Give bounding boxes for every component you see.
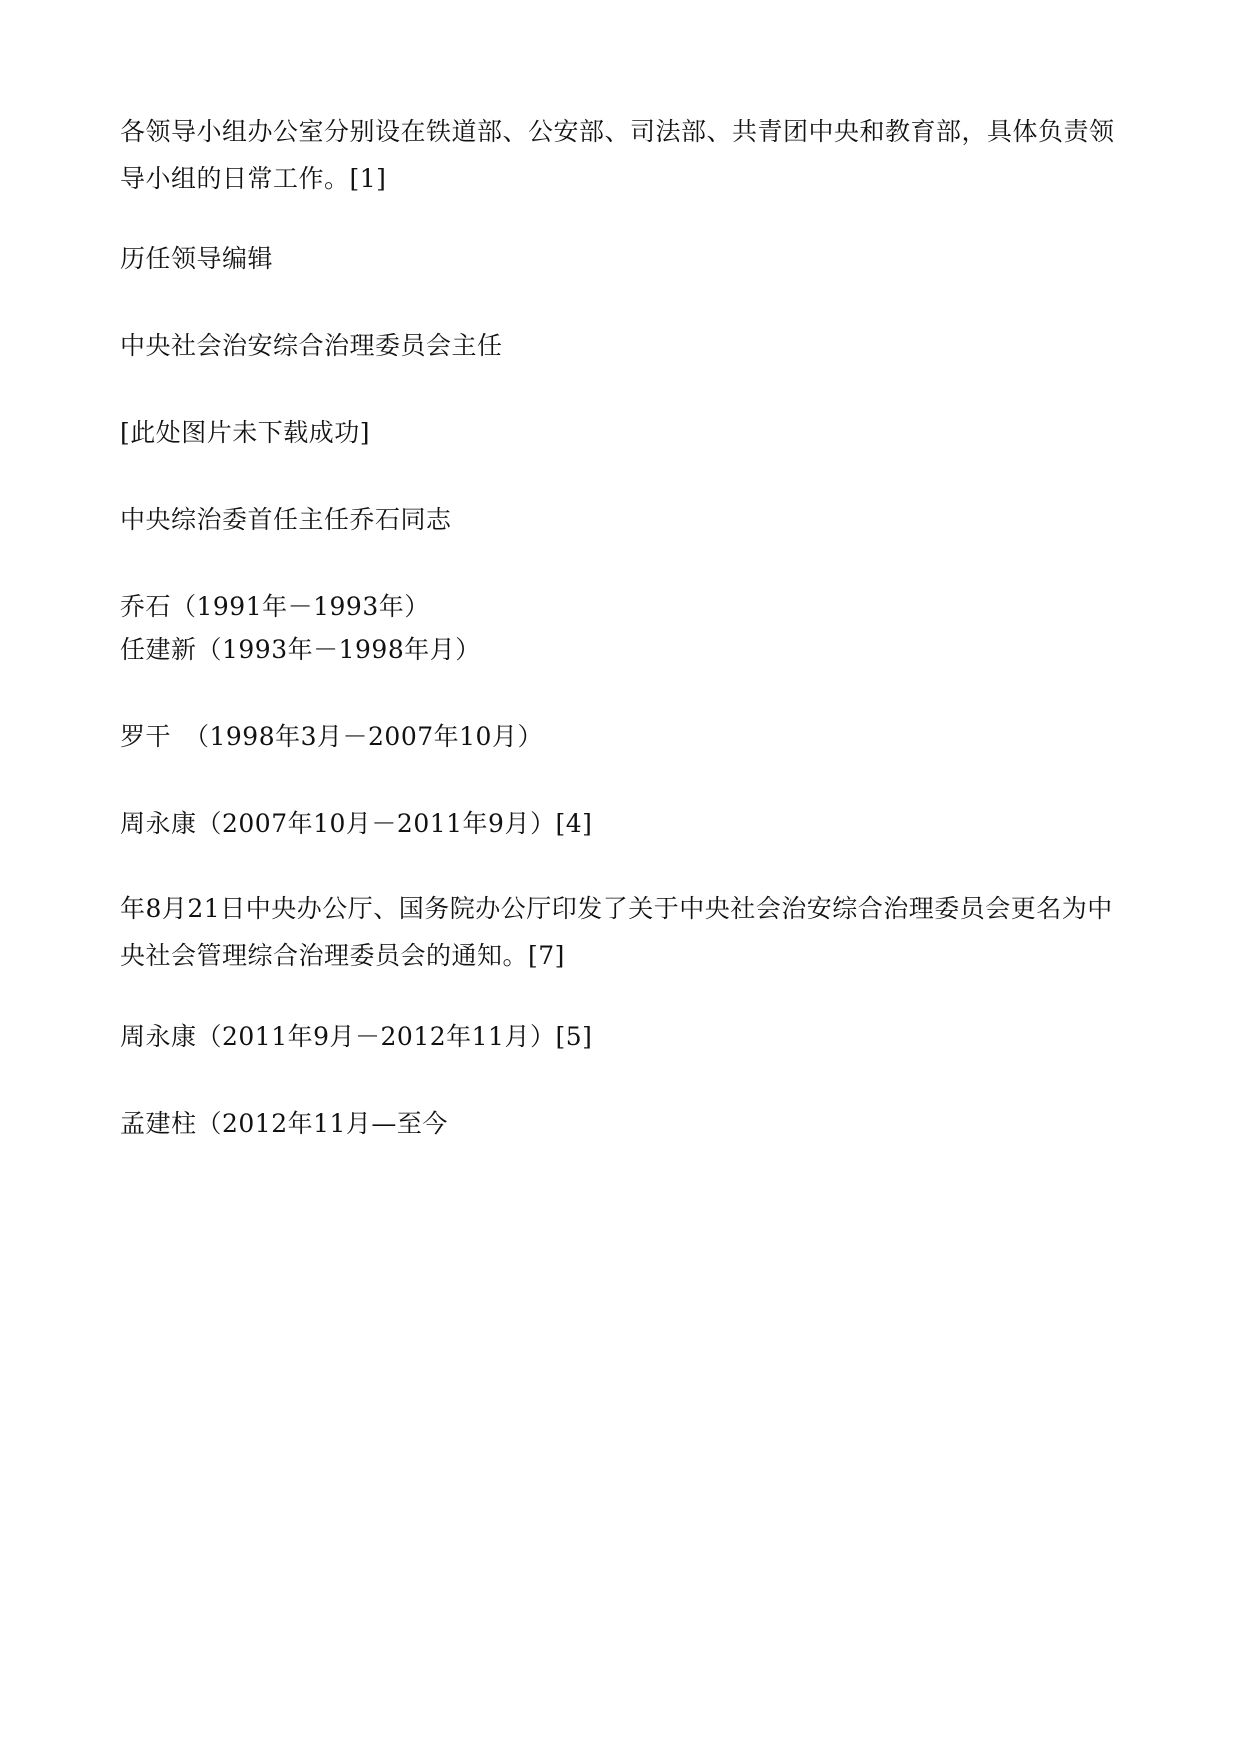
image-caption: 中央综治委首任主任乔石同志 [120,505,452,534]
leader-entry: 乔石（1991年－1993年） [120,592,430,621]
paragraph-rename-notice: 年8月21日中央办公厅、国务院办公厅印发了关于中央社会治安综合治理委员会更名为中央社会管理综合治理委员会的通知。[7] [120,894,1113,970]
leader-entry: 任建新（1993年－1998年月） [120,635,481,664]
leader-entry: 孟建柱（2012年11月—至今 [120,1109,448,1138]
paragraph-office-locations: 各领导小组办公室分别设在铁道部、公安部、司法部、共青团中央和教育部，具体负责领导小组的日常工作。[1] [120,117,1115,193]
leader-entry: 罗干 （1998年3月－2007年10月） [120,722,543,751]
leader-entry: 周永康（2007年10月－2011年9月）[4] [120,809,593,838]
section-heading-past-leaders: 历任领导编辑 [120,244,274,273]
leader-entry: 周永康（2011年9月－2012年11月）[5] [120,1022,593,1051]
subheading-committee-director: 中央社会治安综合治理委员会主任 [120,331,503,360]
image-placeholder-text: [此处图片未下载成功] [120,418,371,447]
